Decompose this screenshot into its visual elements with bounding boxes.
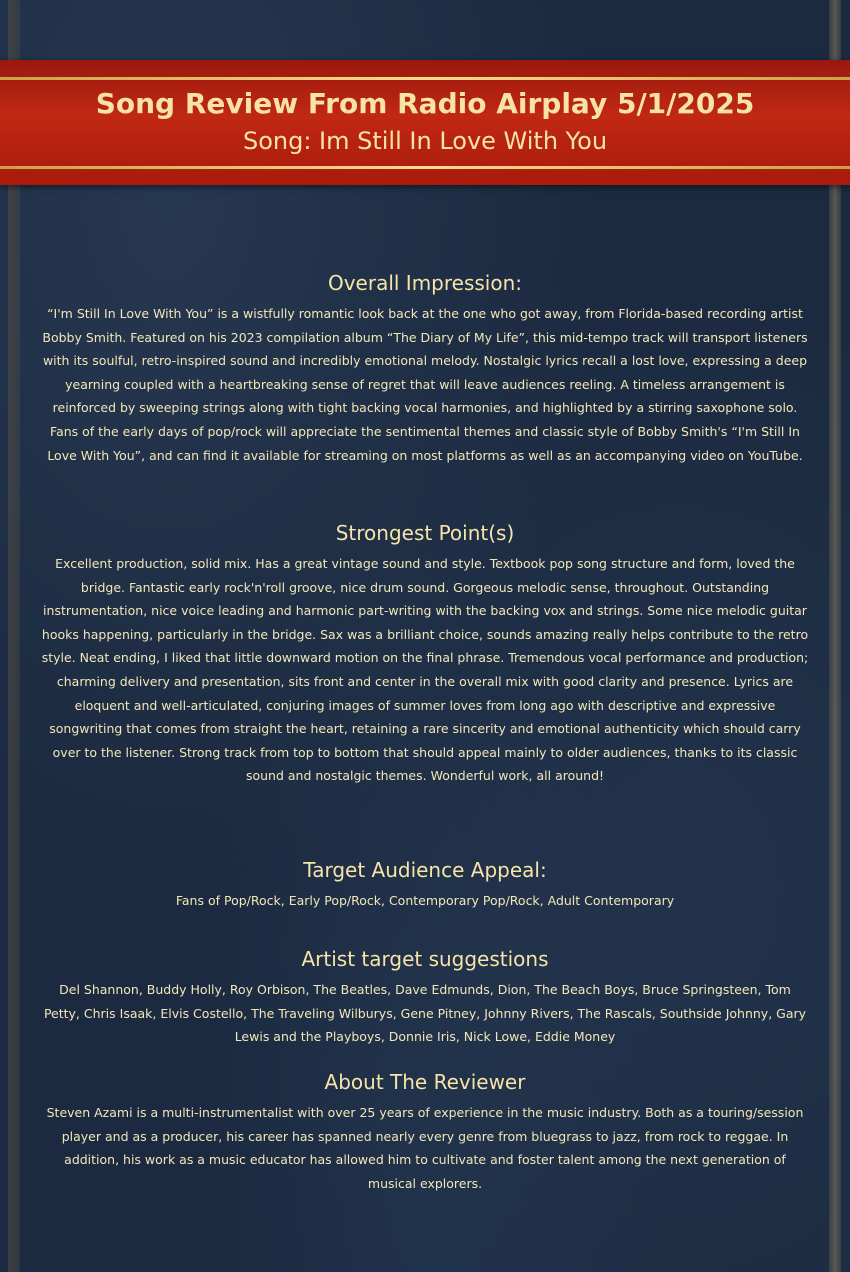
overall-impression-section [40, 268, 810, 467]
about-reviewer-heading: About The Reviewer [324, 1070, 526, 1094]
target-audience-section [40, 855, 810, 913]
artist-suggestions-heading: Artist target suggestions [301, 947, 549, 971]
about-reviewer-text: Steven Azami is a multi-instrumentalist with over 25 years of experience in the music industry. Both as a touring/session player and as a producer, his career has spanned nearly every genre from bluegrass to jazz, from rock to reggae. In addition, his work as a music educator has allowed him to cultivate and foster talent among the next generation of musical explorers. [46, 1105, 804, 1191]
left-border-strip [8, 0, 20, 1272]
strongest-points-section [40, 518, 810, 788]
header-banner [0, 60, 850, 185]
strongest-points-text: Excellent production, solid mix. Has a great vintage sound and style. Textbook pop song structure and form, loved the bridge. Fantastic early rock'n'roll groove, nice drum sound. Gorgeous melodic sense, throughout. Outstanding instrumentation, nice voice leading and harmonic part-writing with the backing vox and strings. Some nice melodic guitar hooks happening, particularly in the bridge. Sax was a brilliant choice, sounds amazing really helps contribute to the retro style. Neat ending, I liked that little downward motion on the final phrase. Tremendous vocal performance and production; charming delivery and presentation, sits front and center in the overall mix with good clarity and presence. Lyrics are eloquent and well-articulated, conjuring images of summer loves from long ago with descriptive and expressive songwriting that comes from straight the heart, retaining a rare sincerity and emotional authenticity which should carry over to the listener. Strong track from top to bottom that should appeal mainly to older audiences, thanks to its classic sound and nostalgic themes. Wonderful work, all around! [41, 556, 809, 784]
strongest-points-heading: Strongest Point(s) [335, 521, 515, 545]
overall-impression-text: “I'm Still In Love With You” is a wistfully romantic look back at the one who got away, from Florida-based recording artist Bobby Smith. Featured on his 2023 compilation album “The Diary of My Life”, this mid-tempo track will transport listeners with its soulful, retro-inspired sound and incredibly emotional melody. Nostalgic lyrics recall a lost love, expressing a deep yearning coupled with a heartbreaking sense of regret that will leave audiences reeling. A timeless arrangement is reinforced by sweeping strings along with tight backing vocal harmonies, and highlighted by a stirring saxophone solo. Fans of the early days of pop/rock will appreciate the sentimental themes and classic style of Bobby Smith's “I'm Still In Love With You”, and can find it available for streaming on most platforms as well as an accompanying video on YouTube. [42, 306, 808, 463]
artist-suggestions-text: Del Shannon, Buddy Holly, Roy Orbison, The Beatles, Dave Edmunds, Dion, The Beach Boys, Bruce Springsteen, Tom Petty, Chris Isaak, Elvis Costello, The Traveling Wilburys, Gene Pitney, Johnny Rivers, The Rascals, Southside Johnny, Gary Lewis and the Playboys, Donnie Iris, Nick Lowe, Eddie Money [43, 982, 807, 1045]
banner-top-rule [0, 77, 850, 80]
artist-suggestions-section [40, 944, 810, 1049]
right-border-strip [829, 0, 841, 1272]
target-audience-heading: Target Audience Appeal: [303, 858, 547, 882]
banner-bottom-rule [0, 166, 850, 169]
about-reviewer-section [40, 1067, 810, 1195]
song-title: Song: Im Still In Love With You [242, 127, 608, 155]
overall-impression-heading: Overall Impression: [327, 271, 523, 295]
page-title: Song Review From Radio Airplay 5/1/2025 [95, 87, 755, 120]
target-audience-text: Fans of Pop/Rock, Early Pop/Rock, Contemporary Pop/Rock, Adult Contemporary [175, 893, 675, 908]
